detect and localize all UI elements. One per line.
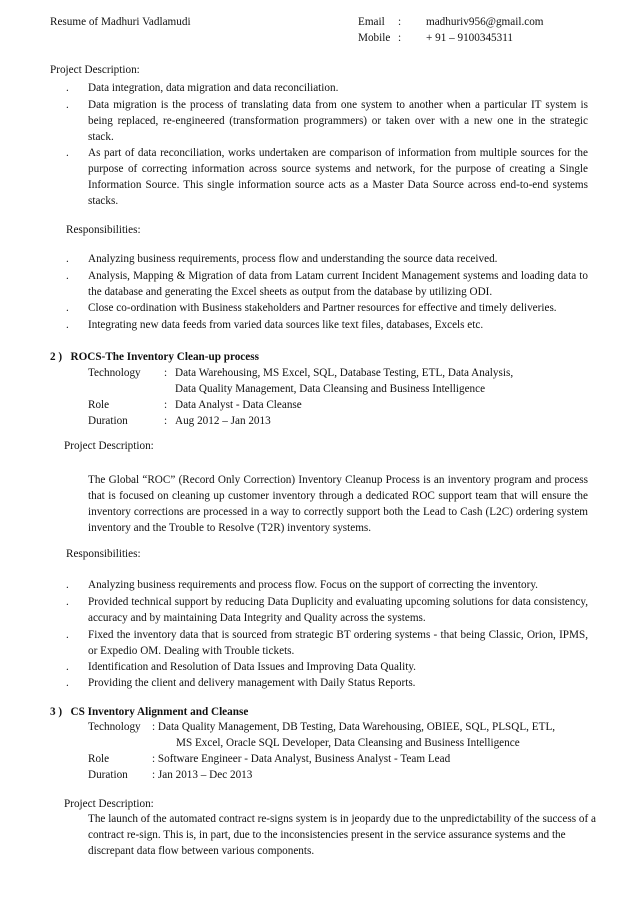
mobile-value: + 91 – 9100345311 xyxy=(426,32,514,44)
list-item: Analyzing business requirements, process flow and understanding the source data received. xyxy=(88,253,498,265)
project-description: The launch of the automated contract re-signs system is in jeopardy due to the unpredictability of the success of a contract re-sign. This is, in part, due to the inconsistencies present in the service assurance systems and the discrepant data flow between various components. xyxy=(88,813,596,857)
list-item: As part of data reconciliation, works undertaken are comparison of information from multiple sources for the purpose of correcting information across source systems and network, for the purpose of creating a Single Information Source. This single information source acts as a Master Data Source across end-to-end systems stacks. xyxy=(88,147,588,207)
list-item: Identification and Resolution of Data Issues and Improving Data Quality. xyxy=(88,661,416,673)
mobile-label: Mobile xyxy=(358,32,391,44)
list-item: Integrating new data feeds from varied data sources like text files, databases, Excels etc. xyxy=(88,319,484,331)
duration-label: Duration xyxy=(88,415,128,427)
bullet: . xyxy=(66,319,69,331)
separator: : xyxy=(164,415,168,427)
list-item: Fixed the inventory data that is sourced from strategic BT ordering systems - that being Classic, Orion, IPMS, or Expedio OM. Dealing with Trouble tickets. xyxy=(88,629,588,657)
project-description-label: Project Description: xyxy=(50,64,140,76)
bullet: . xyxy=(66,253,69,265)
technology-value: : Data Quality Management, DB Testing, Data Warehousing, OBIEE, SQL, PLSQL, ETL, xyxy=(152,721,556,733)
mobile-separator: : xyxy=(398,32,402,44)
bullet: . xyxy=(66,661,69,673)
resume-title: Resume of Madhuri Vadlamudi xyxy=(50,16,191,28)
project-heading: 2 ) ROCS-The Inventory Clean-up process xyxy=(50,351,259,363)
email-value: madhuriv956@gmail.com xyxy=(426,16,544,28)
duration-label: Duration xyxy=(88,769,128,781)
bullet: . xyxy=(66,270,69,282)
role-value: : Software Engineer - Data Analyst, Business Analyst - Team Lead xyxy=(152,753,451,765)
duration-value: : Jan 2013 – Dec 2013 xyxy=(152,769,253,781)
bullet: . xyxy=(66,677,69,689)
responsibilities-label: Responsibilities: xyxy=(66,548,141,560)
project-heading: 3 ) CS Inventory Alignment and Cleanse xyxy=(50,706,249,718)
project-description-label: Project Description: xyxy=(64,798,154,810)
project-description: The Global “ROC” (Record Only Correction) Inventory Cleanup Process is an inventory program and process that is focused on cleaning up customer inventory through a dedicated ROC support team that will ensure the inventory corrections are processed in a way to correctly support both the Lead to Cash (L2C) ordering system inventory and the Trouble to Resolve (T2R) inventory systems. xyxy=(88,474,588,534)
separator: : xyxy=(164,399,168,411)
role-value: Data Analyst - Data Cleanse xyxy=(175,399,302,411)
role-label: Role xyxy=(88,399,110,411)
technology-value-continued: Data Quality Management, Data Cleansing and Business Intelligence xyxy=(175,383,486,395)
email-separator: : xyxy=(398,16,402,28)
separator: : xyxy=(164,367,168,379)
list-item: Provided technical support by reducing Data Duplicity and evaluating upcoming solutions for data consistency, accuracy and by maintaining Data Integrity and Quality across the systems. xyxy=(88,596,588,624)
bullet: . xyxy=(66,596,69,608)
list-item: Close co-ordination with Business stakeholders and Partner resources for effective and timely deliveries. xyxy=(88,302,557,314)
bullet: . xyxy=(66,302,69,314)
bullet: . xyxy=(66,579,69,591)
list-item: Providing the client and delivery management with Daily Status Reports. xyxy=(88,677,416,689)
technology-label: Technology xyxy=(88,721,141,733)
technology-label: Technology xyxy=(88,367,141,379)
project-description-label: Project Description: xyxy=(64,440,154,452)
technology-value-continued: MS Excel, Oracle SQL Developer, Data Cleansing and Business Intelligence xyxy=(176,737,520,749)
email-label: Email xyxy=(358,16,385,28)
bullet: . xyxy=(66,629,69,641)
list-item: Analyzing business requirements and process flow. Focus on the support of correcting the inventory. xyxy=(88,579,538,591)
responsibilities-label: Responsibilities: xyxy=(66,224,141,236)
list-item: Data integration, data migration and data reconciliation. xyxy=(88,82,339,94)
role-label: Role xyxy=(88,753,110,765)
technology-value: Data Warehousing, MS Excel, SQL, Database Testing, ETL, Data Analysis, xyxy=(175,367,514,379)
list-item: Analysis, Mapping & Migration of data from Latam current Incident Management systems and loading data to the database and generating the Excel sheets as output from the database by utilizing ODI. xyxy=(88,270,588,298)
list-item: Data migration is the process of translating data from one system to another when a particular IT system is being replaced, re-engineered (transformation programmers) or taken over with a new one in the strategic stack. xyxy=(88,99,588,143)
bullet: . xyxy=(66,99,69,111)
duration-value: Aug 2012 – Jan 2013 xyxy=(175,415,271,427)
bullet: . xyxy=(66,82,69,94)
bullet: . xyxy=(66,147,69,159)
